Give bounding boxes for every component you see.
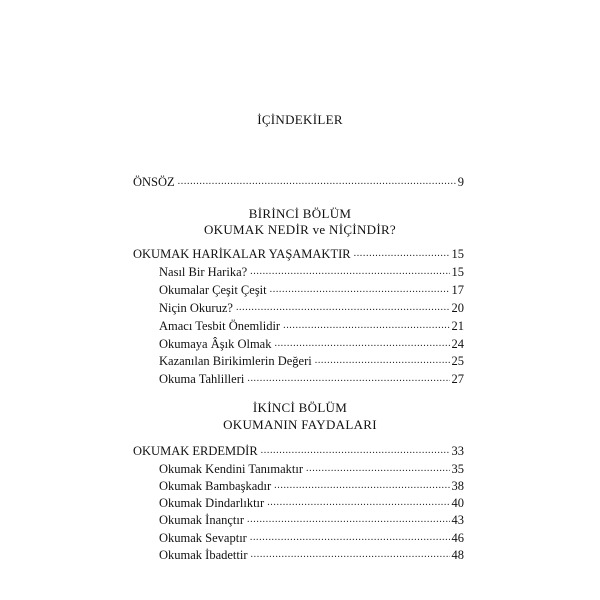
- part2-label: İKİNCİ BÖLÜM: [252, 400, 348, 415]
- dot-leader: [251, 548, 450, 560]
- part1-label: BİRİNCİ BÖLÜM: [248, 206, 352, 221]
- dot-leader: [261, 444, 450, 456]
- dot-leader: [267, 496, 449, 508]
- toc-section: [159, 530, 464, 546]
- toc-entry-label: Nasıl Bir Harika?: [159, 265, 248, 279]
- toc-entry-label: Okumak Kendini Tanımaktır: [159, 462, 304, 476]
- dot-leader: [354, 247, 450, 259]
- toc-entry-label: Okumalar Çeşit Çeşit: [159, 283, 267, 297]
- toc-entry-page: 38: [451, 479, 464, 493]
- part1-title: OKUMAK NEDİR ve NİÇİNDİR?: [203, 222, 396, 237]
- toc-entry-page: 24: [451, 337, 464, 351]
- toc-entry-label: OKUMAK ERDEMDİR: [133, 444, 258, 458]
- dot-leader: [247, 372, 449, 384]
- toc-entry-label: Okumak Sevaptır: [159, 531, 247, 545]
- dot-leader: [236, 301, 450, 313]
- dot-leader: [178, 175, 456, 187]
- toc-entry-page: 25: [451, 354, 464, 368]
- toc-entry-page: 33: [451, 444, 464, 458]
- toc-entry-label: ÖNSÖZ: [133, 175, 175, 189]
- dot-leader: [283, 319, 449, 331]
- toc-entry-page: 43: [451, 513, 464, 527]
- toc-entry-label: Okumaya Âşık Olmak: [159, 337, 272, 351]
- dot-leader: [250, 531, 450, 543]
- toc-entry-page: 35: [451, 462, 464, 476]
- toc-section: [159, 547, 464, 563]
- toc-chapter-part2: [133, 443, 464, 459]
- toc-section: [159, 336, 464, 352]
- part2-title: OKUMANIN FAYDALARI: [223, 417, 377, 432]
- toc-entry-page: 48: [451, 548, 464, 562]
- toc-section: [159, 300, 464, 316]
- toc-section: [159, 282, 464, 298]
- toc-section: [159, 353, 464, 369]
- toc-entry-page: 21: [451, 319, 464, 333]
- dot-leader: [315, 354, 450, 366]
- dot-leader: [274, 479, 449, 491]
- toc-section: [159, 478, 464, 494]
- toc-entry-label: Okumak Dindarlıktır: [159, 496, 265, 510]
- toc-entry-label: OKUMAK HARİKALAR YAŞAMAKTIR: [133, 247, 351, 261]
- toc-section: [159, 318, 464, 334]
- dot-leader: [250, 265, 449, 277]
- toc-entry-page: 40: [451, 496, 464, 510]
- toc-section: [159, 371, 464, 387]
- toc-entry-label: Kazanılan Birikimlerin Değeri: [159, 354, 312, 368]
- toc-entry-label: Okuma Tahlilleri: [159, 372, 245, 386]
- toc-section: [159, 495, 464, 511]
- toc-entry-page: 9: [457, 175, 464, 189]
- toc-entry-page: 27: [451, 372, 464, 386]
- toc-entry-page: 15: [451, 265, 464, 279]
- dot-leader: [270, 283, 450, 295]
- toc-entry-label: Okumak İnançtır: [159, 513, 245, 527]
- toc-entry-page: 20: [451, 301, 464, 315]
- toc-entry-label: Okumak Bambaşkadır: [159, 479, 272, 493]
- toc-entry-label: Niçin Okuruz?: [159, 301, 233, 315]
- toc-section: [159, 512, 464, 528]
- dot-leader: [247, 513, 449, 525]
- contents-title: İÇİNDEKİLER: [257, 112, 343, 127]
- toc-entry-page: 17: [451, 283, 464, 297]
- toc-entry-label: Okumak İbadettir: [159, 548, 248, 562]
- dot-leader: [306, 462, 449, 474]
- toc-entry-label: Amacı Tesbit Önemlidir: [159, 319, 281, 333]
- toc-entry-foreword: [133, 174, 464, 190]
- dot-leader: [274, 337, 449, 349]
- toc-entry-page: 15: [451, 247, 464, 261]
- toc-section: [159, 264, 464, 280]
- toc-entry-page: 46: [451, 531, 464, 545]
- toc-chapter-part1: [133, 246, 464, 262]
- toc-section: [159, 461, 464, 477]
